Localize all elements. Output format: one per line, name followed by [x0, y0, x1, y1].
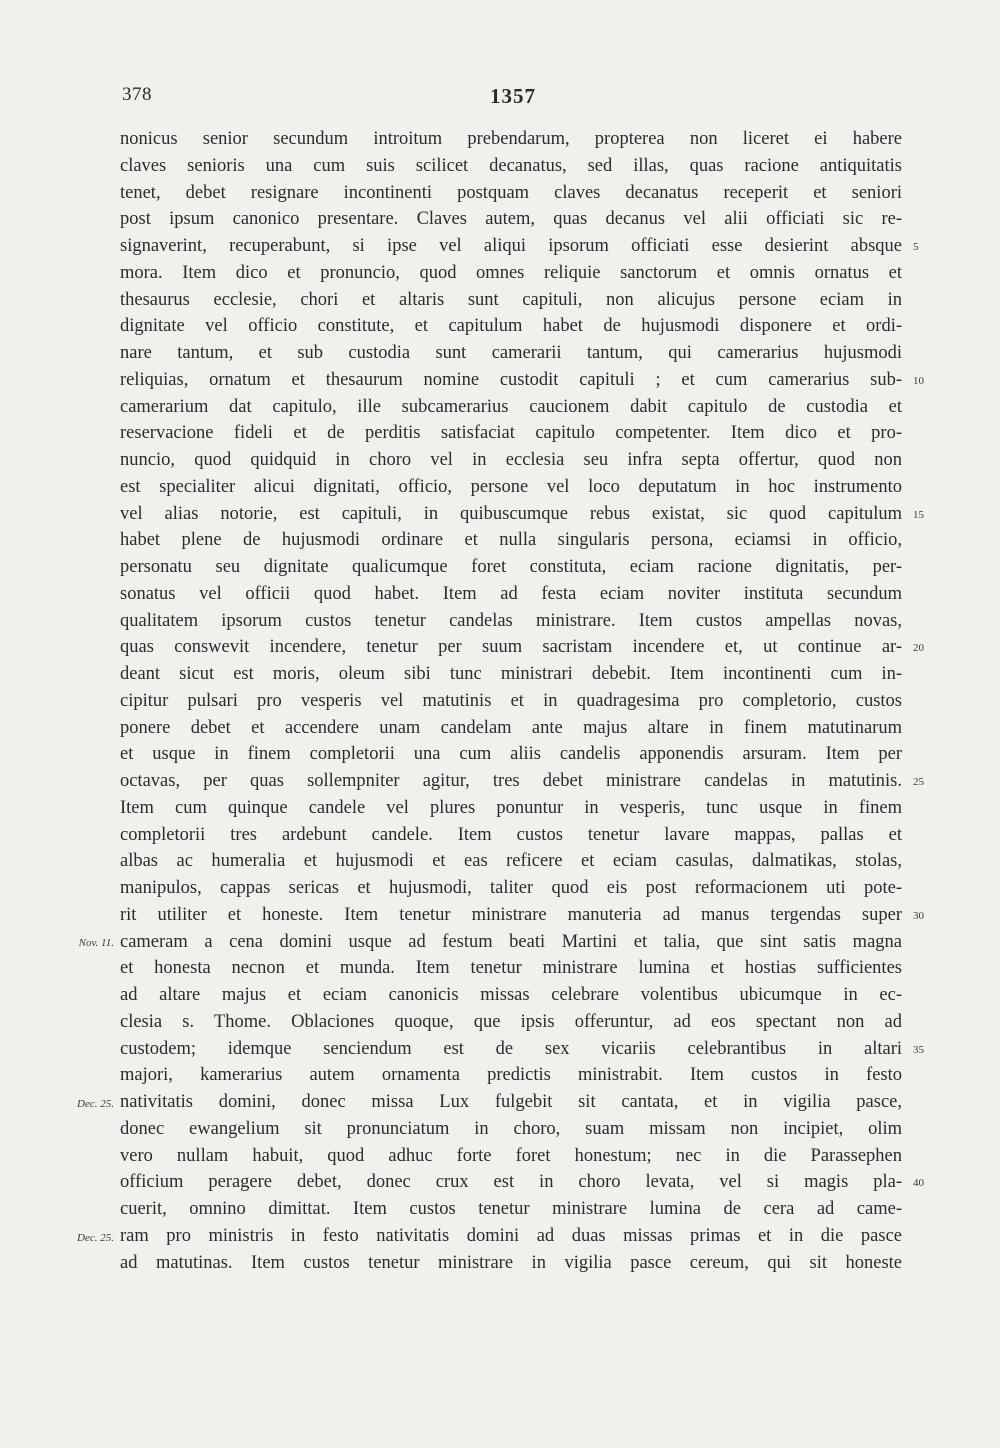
line-number: 40 — [913, 1177, 924, 1189]
text-line: claves senioris una cum suis scilicet decanatus, sed illas, quas racione antiquitatis — [120, 156, 902, 176]
text-line: reservacione fideli et de perditis satisfaciat capitulo competenter. Item dico et pro- — [120, 423, 902, 443]
text-line: tenet, debet resignare incontinenti postquam claves decanatus receperit et seniori — [120, 183, 902, 203]
line-number: 20 — [913, 642, 924, 654]
text-line: dignitate vel officio constitute, et capitulum habet de hujusmodi disponere et ordi- — [120, 316, 902, 336]
text-line: post ipsum canonico presentare. Claves autem, quas decanus vel alii officiati sic re- — [120, 209, 902, 229]
line-number: 25 — [913, 776, 924, 788]
text-line: habet plene de hujusmodi ordinare et nulla singularis persona, eciamsi in officio, — [120, 530, 902, 550]
text-line: cipitur pulsari pro vesperis vel matutinis et in quadragesima pro completorio, custos — [120, 691, 902, 711]
text-line: ram pro ministris in festo nativitatis domini ad duas missas primas et in die pasce — [120, 1226, 902, 1246]
text-line: octavas, per quas sollempniter agitur, tres debet ministrare candelas in matutinis. — [120, 771, 902, 791]
line-number: 30 — [913, 910, 924, 922]
text-line: thesaurus ecclesie, chori et altaris sunt capituli, non alicujus persone eciam in — [120, 290, 902, 310]
line-number: 35 — [913, 1044, 924, 1056]
line-number: 5 — [913, 241, 919, 253]
text-line: personatu seu dignitate qualicumque foret constituta, eciam racione dignitatis, per- — [120, 557, 902, 577]
text-line: rit utiliter et honeste. Item tenetur ministrare manuteria ad manus tergendas super — [120, 905, 902, 925]
text-line: Item cum quinque candele vel plures ponuntur in vesperis, tunc usque in finem — [120, 798, 902, 818]
text-line: vel alias notorie, est capituli, in quibuscumque rebus existat, sic quod capitulum — [120, 504, 902, 524]
text-line: signaverint, recuperabunt, si ipse vel aliqui ipsorum officiati esse desierint absque — [120, 236, 902, 256]
text-line: deant sicut est moris, oleum sibi tunc ministrari debebit. Item incontinenti cum in- — [120, 664, 902, 684]
text-line: albas ac humeralia et hujusmodi et eas reficere et eciam casulas, dalmatikas, stolas, — [120, 851, 902, 871]
text-line: vero nullam habuit, quod adhuc forte foret honestum; nec in die Parassephen — [120, 1146, 902, 1166]
text-line: officium peragere debet, donec crux est in choro levata, vel si magis pla- — [120, 1172, 902, 1192]
text-line: et usque in finem completorii una cum aliis candelis apponendis arsuram. Item per — [120, 744, 902, 764]
text-line: nuncio, quod quidquid in choro vel in ecclesia seu infra septa offertur, quod non — [120, 450, 902, 470]
text-line: ad matutinas. Item custos tenetur ministrare in vigilia pasce cereum, qui sit honeste — [120, 1253, 902, 1273]
text-line: manipulos, cappas sericas et hujusmodi, taliter quod eis post reformacionem uti pote- — [120, 878, 902, 898]
text-line: nonicus senior secundum introitum prebendarum, propterea non liceret ei habere — [120, 129, 902, 149]
text-line: camerarium dat capitulo, ille subcamerarius caucionem dabit capitulo de custodia et — [120, 397, 902, 417]
text-line: majori, kamerarius autem ornamenta predictis ministrabit. Item custos in festo — [120, 1065, 902, 1085]
text-line: est specialiter alicui dignitati, officio, persone vel loco deputatum in hoc instrumento — [120, 477, 902, 497]
running-header-year: 1357 — [490, 84, 536, 108]
text-line: ad altare majus et eciam canonicis missas celebrare volentibus ubicumque in ec- — [120, 985, 902, 1005]
page-number: 378 — [122, 84, 152, 105]
text-line: nare tantum, et sub custodia sunt camerarii tantum, qui camerarius hujusmodi — [120, 343, 902, 363]
text-line: nativitatis domini, donec missa Lux fulgebit sit cantata, et in vigilia pasce, — [120, 1092, 902, 1112]
text-line: donec ewangelium sit pronunciatum in choro, suam missam non incipiet, olim — [120, 1119, 902, 1139]
line-number: 15 — [913, 509, 924, 521]
margin-date: Dec. 25. — [77, 1232, 114, 1244]
margin-date: Dec. 25. — [77, 1098, 114, 1110]
margin-date: Nov. 11. — [78, 937, 114, 949]
text-line: custodem; idemque senciendum est de sex vicariis celebrantibus in altari — [120, 1039, 902, 1059]
text-line: mora. Item dico et pronuncio, quod omnes reliquie sanctorum et omnis ornatus et — [120, 263, 902, 283]
text-line: quas conswevit incendere, tenetur per suum sacristam incendere et, ut continue ar- — [120, 637, 902, 657]
text-line: completorii tres ardebunt candele. Item custos tenetur lavare mappas, pallas et — [120, 825, 902, 845]
text-line: clesia s. Thome. Oblaciones quoque, que ipsis offeruntur, ad eos spectant non ad — [120, 1012, 902, 1032]
text-line: sonatus vel officii quod habet. Item ad festa eciam noviter instituta secundum — [120, 584, 902, 604]
text-line: qualitatem ipsorum custos tenetur candelas ministrare. Item custos ampellas novas, — [120, 611, 902, 631]
text-line: reliquias, ornatum et thesaurum nomine custodit capituli ; et cum camerarius sub- — [120, 370, 902, 390]
text-line: cameram a cena domini usque ad festum beati Martini et talia, que sint satis magna — [120, 932, 902, 952]
line-number: 10 — [913, 375, 924, 387]
text-line: ponere debet et accendere unam candelam ante majus altare in finem matutinarum — [120, 718, 902, 738]
text-line: et honesta necnon et munda. Item tenetur ministrare lumina et hostias sufficientes — [120, 958, 902, 978]
text-line: cuerit, omnino dimittat. Item custos tenetur ministrare lumina de cera ad came- — [120, 1199, 902, 1219]
